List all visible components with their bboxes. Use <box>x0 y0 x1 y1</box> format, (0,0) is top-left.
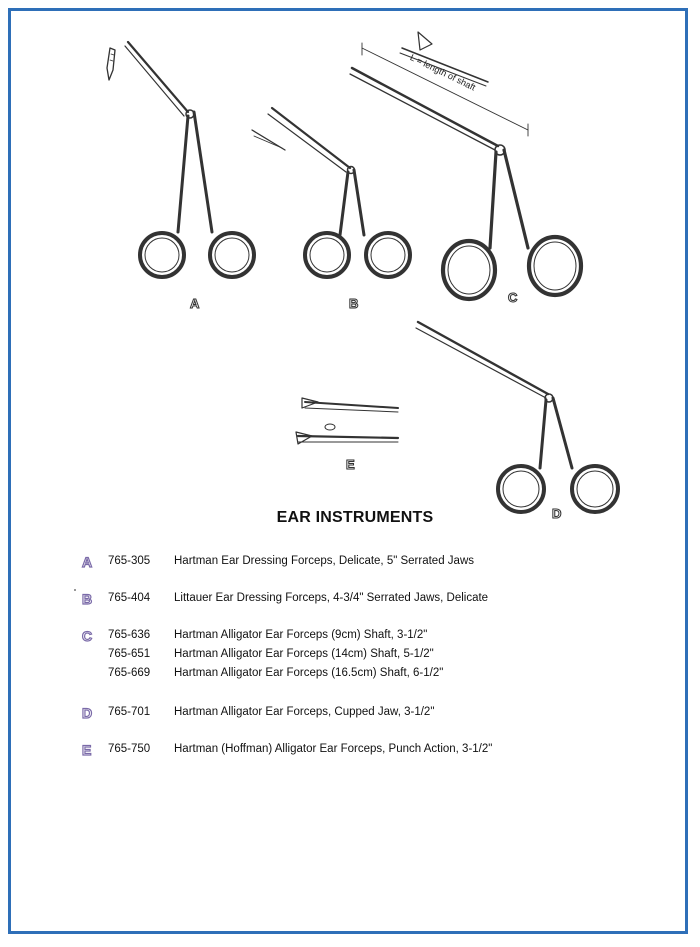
item-code: 765-701 <box>108 706 151 718</box>
figure-label-a: A <box>190 296 200 311</box>
catalog-entry <box>108 592 488 604</box>
item-code: 765-636 <box>108 629 151 641</box>
forceps-c-drawing <box>350 32 581 299</box>
catalog-entry <box>108 648 434 660</box>
item-code: 765-669 <box>108 667 151 679</box>
item-description: Hartman Alligator Ear Forceps, Cupped Jaw, 3-1/2" <box>174 706 435 718</box>
figure-label-e: E <box>346 457 355 472</box>
forceps-b-drawing <box>252 108 410 277</box>
forceps-e-drawing <box>296 398 398 444</box>
figure-label-b: B <box>349 296 359 311</box>
forceps-d-drawing <box>416 322 618 512</box>
print-speck <box>74 589 76 591</box>
item-code: 765-750 <box>108 743 151 755</box>
catalog-entry <box>108 667 443 679</box>
item-description: Hartman Alligator Ear Forceps (14cm) Shaft, 5-1/2" <box>174 648 434 660</box>
item-description: Hartman Alligator Ear Forceps (16.5cm) Shaft, 6-1/2" <box>174 667 444 679</box>
shaft-length-annotation: L = length of shaft <box>408 52 478 93</box>
item-code: 765-651 <box>108 648 151 660</box>
entry-letter-b: B <box>82 591 93 607</box>
item-code: 765-305 <box>108 555 151 567</box>
figure-label-c: C <box>508 290 518 305</box>
entry-letter-c: C <box>82 628 93 644</box>
item-description: Hartman (Hoffman) Alligator Ear Forceps, Punch Action, 3-1/2" <box>174 743 493 755</box>
figure-label-d: D <box>552 506 562 521</box>
catalog-entry <box>108 706 434 718</box>
catalog-entry <box>108 555 474 567</box>
catalog-entry <box>108 743 492 755</box>
page-title: EAR INSTRUMENTS <box>276 509 434 526</box>
entry-letter-a: A <box>82 554 93 570</box>
entry-letter-e: E <box>82 742 92 758</box>
entry-letter-d: D <box>82 705 93 721</box>
item-description: Littauer Ear Dressing Forceps, 4-3/4" Serrated Jaws, Delicate <box>174 592 489 604</box>
item-description: Hartman Alligator Ear Forceps (9cm) Shaft, 3-1/2" <box>174 629 428 641</box>
catalog-entry <box>108 629 427 641</box>
item-code: 765-404 <box>108 592 151 604</box>
forceps-a-drawing <box>107 42 254 277</box>
item-description: Hartman Ear Dressing Forceps, Delicate, 5" Serrated Jaws <box>174 555 474 567</box>
